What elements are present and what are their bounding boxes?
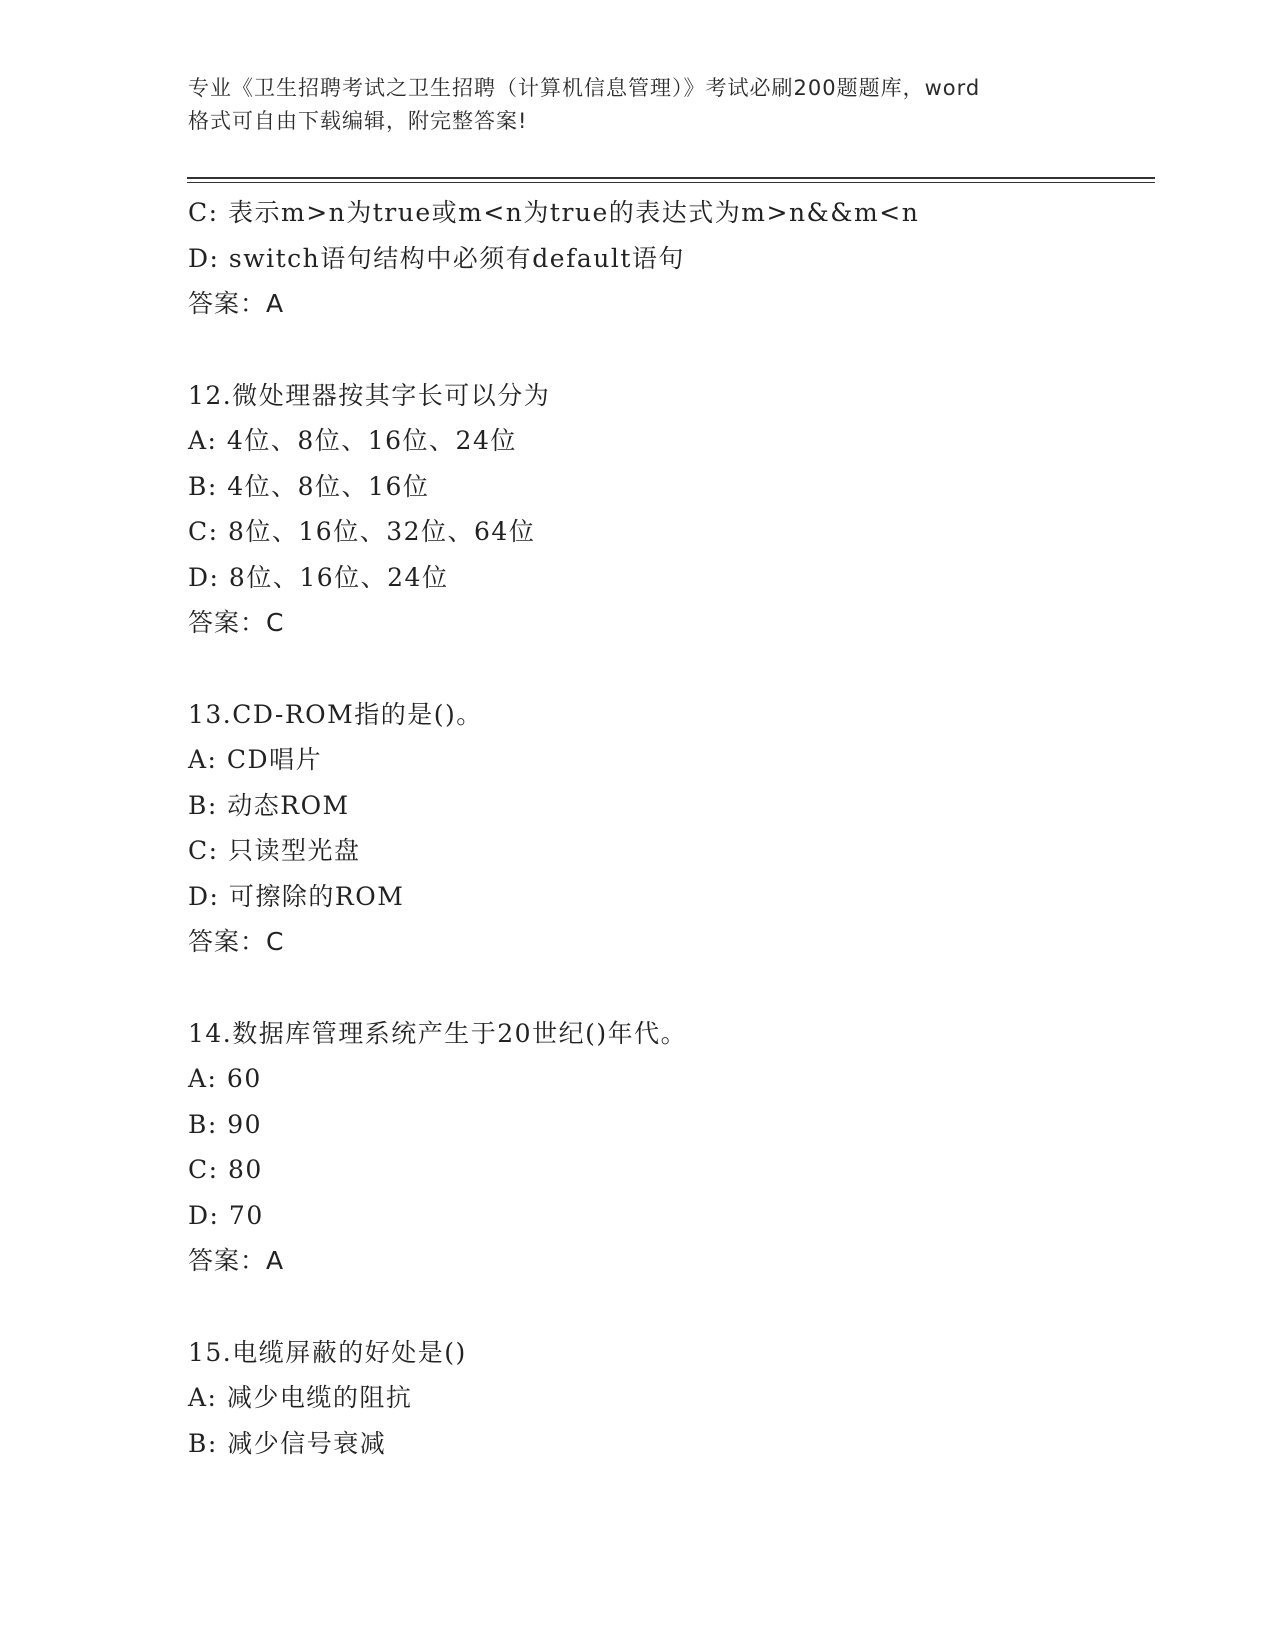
- question-11-continued: [188, 190, 1148, 327]
- question-13: [188, 692, 1148, 965]
- option-c: C: 只读型光盘: [188, 836, 361, 865]
- document-header: [188, 72, 1088, 138]
- question-title: 14.数据库管理系统产生于20世纪()年代。: [188, 1018, 688, 1048]
- option-c: C: 表示m>n为true或m<n为true的表达式为m>n&&m<n: [188, 198, 920, 227]
- answer: 答案：C: [188, 927, 285, 956]
- question-title: 12.微处理器按其字长可以分为: [188, 380, 551, 410]
- spacer: [188, 1284, 1148, 1330]
- spacer: [188, 327, 1148, 373]
- option-a: A: 减少电缆的阻抗: [188, 1383, 413, 1412]
- spacer: [188, 646, 1148, 692]
- option-a: A: CD唱片: [188, 745, 323, 774]
- header-divider-thin: [187, 182, 1155, 183]
- option-c: C: 8位、16位、32位、64位: [188, 517, 536, 546]
- option-d: D: 70: [188, 1200, 264, 1230]
- question-title: 15.电缆屏蔽的好处是(): [188, 1337, 467, 1367]
- answer: 答案：C: [188, 608, 285, 637]
- spacer: [188, 965, 1148, 1011]
- option-a: A: 60: [188, 1064, 262, 1093]
- option-b: B: 4位、8位、16位: [188, 471, 430, 501]
- option-d: D: 8位、16位、24位: [188, 562, 449, 592]
- answer: 答案：A: [188, 289, 285, 318]
- option-d: D: 可擦除的ROM: [188, 881, 405, 911]
- header-divider-thick: [187, 177, 1155, 179]
- answer: 答案：A: [188, 1246, 285, 1275]
- question-12: [188, 373, 1148, 646]
- option-b: B: 90: [188, 1109, 263, 1139]
- option-b: B: 动态ROM: [188, 790, 350, 820]
- question-14: [188, 1011, 1148, 1284]
- header-line-2: 格式可自由下载编辑，附完整答案!: [188, 109, 528, 133]
- question-15: [188, 1330, 1148, 1467]
- question-list: [188, 190, 1148, 1466]
- option-b: B: 减少信号衰减: [188, 1428, 387, 1458]
- option-d: D: switch语句结构中必须有default语句: [188, 243, 685, 273]
- question-title: 13.CD-ROM指的是()。: [188, 699, 483, 729]
- header-line-1: 专业《卫生招聘考试之卫生招聘（计算机信息管理）》考试必刷200题题库，word: [188, 76, 981, 100]
- option-a: A: 4位、8位、16位、24位: [188, 426, 517, 455]
- option-c: C: 80: [188, 1155, 263, 1184]
